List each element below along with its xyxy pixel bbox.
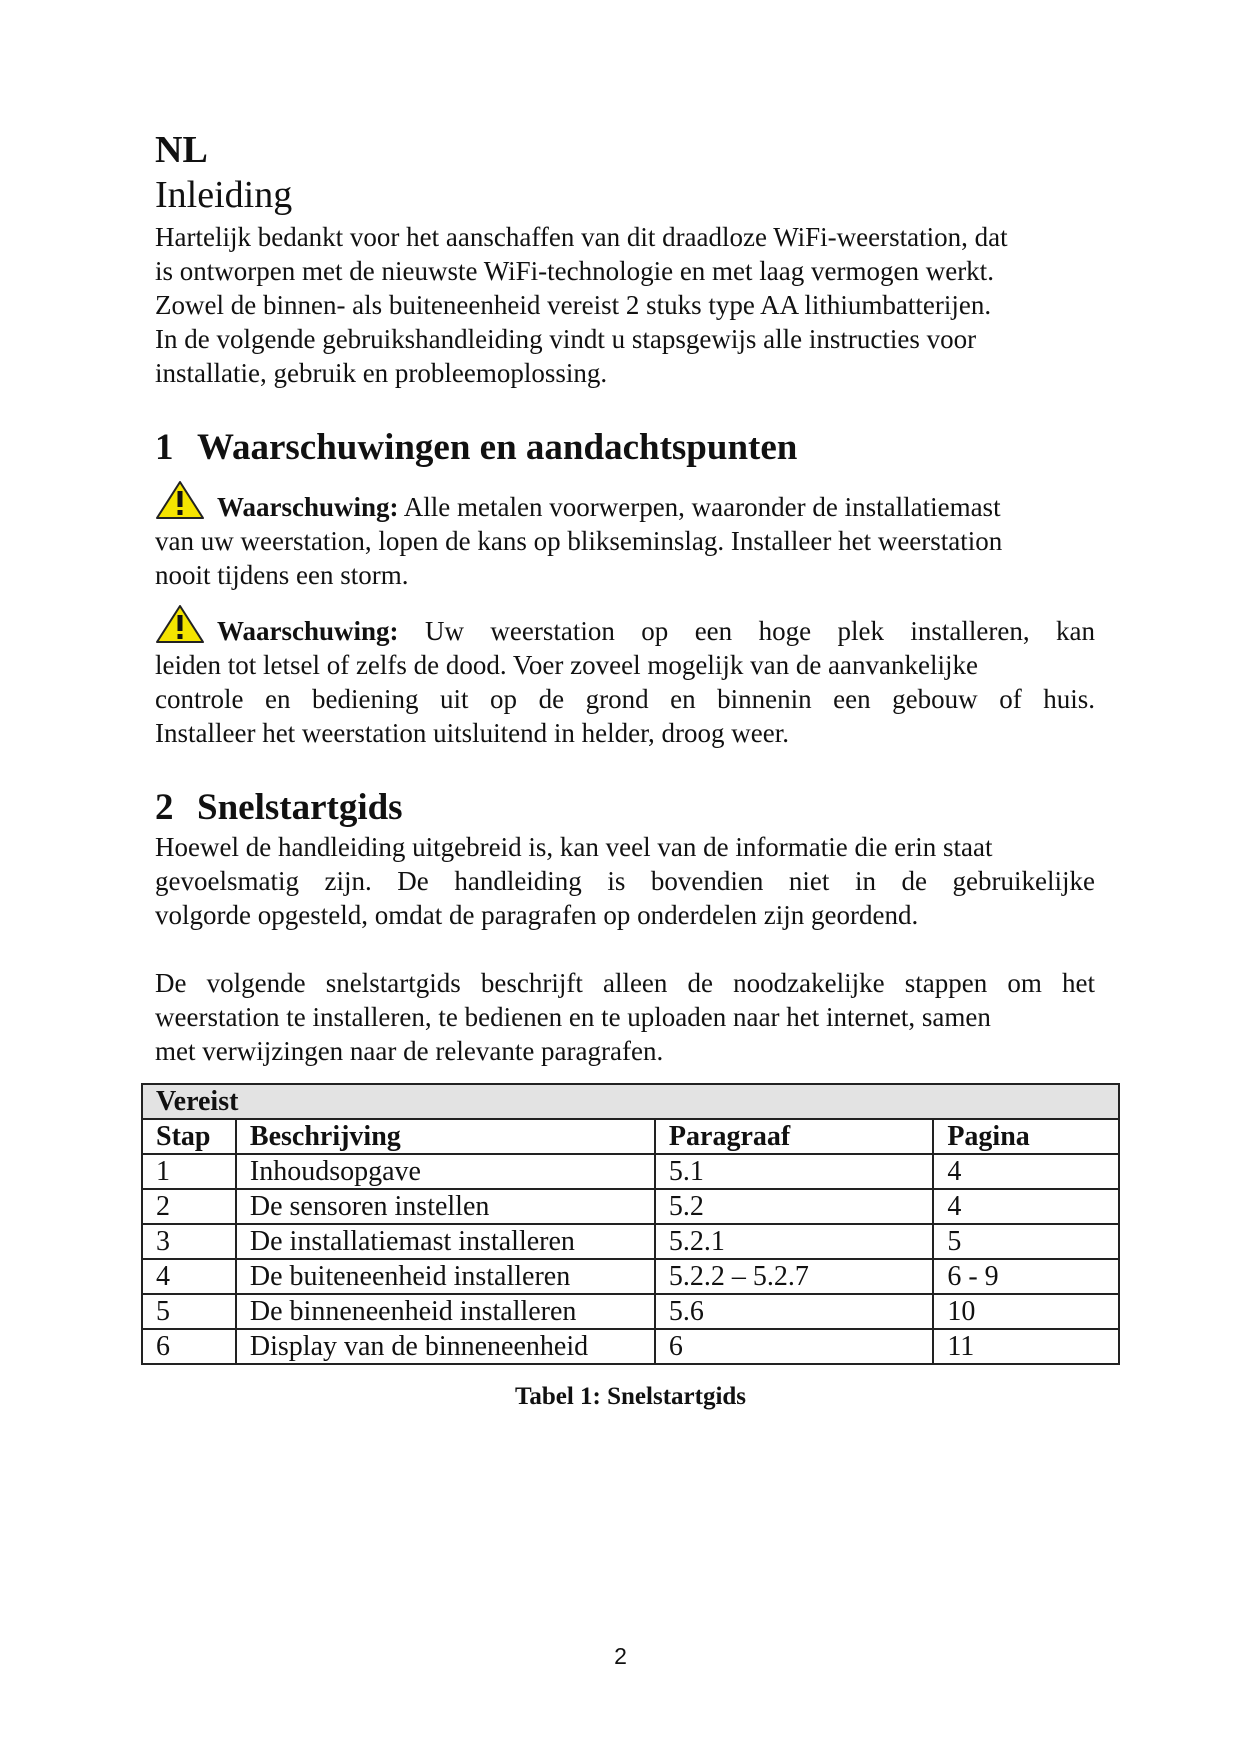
table-cell: De installatiemast installeren bbox=[236, 1224, 655, 1259]
warning-2-first-line: Uw weerstation op een hoge plek installeren, kan bbox=[424, 616, 1096, 646]
table-cell: 5.2.1 bbox=[655, 1224, 933, 1259]
table-cell: 10 bbox=[933, 1294, 1119, 1329]
section-2-line: volgorde opgesteld, omdat de paragrafen op onderdelen zijn geordend. bbox=[155, 900, 919, 930]
section-2-title: Snelstartgids bbox=[197, 787, 403, 828]
table-cell: 6 bbox=[142, 1329, 236, 1364]
section-2-line: met verwijzingen naar de relevante paragrafen. bbox=[155, 1036, 664, 1066]
table-cell: De buiteneenheid installeren bbox=[236, 1259, 655, 1294]
warning-1-line: nooit tijdens een storm. bbox=[155, 560, 409, 590]
column-header: Stap bbox=[142, 1119, 236, 1154]
table-row bbox=[142, 1189, 1119, 1224]
table-caption: Tabel 1: Snelstartgids bbox=[514, 1383, 747, 1410]
warning-2 bbox=[155, 604, 1095, 750]
table-cell: 11 bbox=[933, 1329, 1119, 1364]
language-code: NL bbox=[155, 129, 208, 171]
table-header-row bbox=[142, 1119, 1119, 1154]
column-header: Beschrijving bbox=[236, 1119, 655, 1154]
section-1-title: Waarschuwingen en aandachtspunten bbox=[197, 427, 798, 468]
intro-line: installatie, gebruik en probleemoplossing. bbox=[155, 358, 608, 388]
section-2-line: De volgende snelstartgids beschrijft alleen de noodzakelijke stappen om het bbox=[155, 968, 1095, 998]
intro-line: Zowel de binnen- als buiteneenheid vereist 2 stuks type AA lithiumbatterijen. bbox=[155, 290, 992, 320]
warning-1-first-line: Alle metalen voorwerpen, waaronder de installatiemast bbox=[403, 492, 1001, 522]
table-cell: De binneneenheid installeren bbox=[236, 1294, 655, 1329]
warning-1-line: van uw weerstation, lopen de kans op blikseminslag. Installeer het weerstation bbox=[155, 526, 1003, 556]
warning-1 bbox=[155, 480, 1095, 592]
table-row bbox=[142, 1154, 1119, 1189]
table-row bbox=[142, 1329, 1119, 1364]
section-1-number: 1 bbox=[155, 427, 174, 468]
table-group-header-row bbox=[142, 1084, 1119, 1119]
quickstart-table bbox=[141, 1083, 1120, 1365]
table-cell: 2 bbox=[142, 1189, 236, 1224]
table-cell: 5.2 bbox=[655, 1189, 933, 1224]
warning-2-label: Waarschuwing: bbox=[217, 616, 399, 646]
section-2-number: 2 bbox=[155, 787, 174, 828]
section-1-heading bbox=[155, 426, 1095, 470]
section-2-heading bbox=[155, 786, 1095, 830]
table-cell: 3 bbox=[142, 1224, 236, 1259]
warning-2-line: controle en bediening uit op de grond en binnenin een gebouw of huis. bbox=[155, 684, 1095, 714]
table-cell: 5.1 bbox=[655, 1154, 933, 1189]
warning-1-label: Waarschuwing: bbox=[217, 492, 399, 522]
table-cell: Inhoudsopgave bbox=[236, 1154, 655, 1189]
table-cell: 1 bbox=[142, 1154, 236, 1189]
table-cell: De sensoren instellen bbox=[236, 1189, 655, 1224]
warning-triangle-icon bbox=[155, 480, 205, 520]
intro-line: Hartelijk bedankt voor het aanschaffen van dit draadloze WiFi-weerstation, dat bbox=[155, 222, 1008, 252]
table-cell: 6 bbox=[655, 1329, 933, 1364]
table-row bbox=[142, 1224, 1119, 1259]
table-row bbox=[142, 1294, 1119, 1329]
section-2-line: gevoelsmatig zijn. De handleiding is bovendien niet in de gebruikelijke bbox=[155, 866, 1095, 896]
intro-line: In de volgende gebruikshandleiding vindt u stapsgewijs alle instructies voor bbox=[155, 324, 977, 354]
warning-triangle-icon bbox=[155, 604, 205, 644]
section-2-paragraph-2 bbox=[155, 966, 1095, 1068]
table-cell: 6 - 9 bbox=[933, 1259, 1119, 1294]
table-cell: 5.6 bbox=[655, 1294, 933, 1329]
table-group-header: Vereist bbox=[142, 1084, 1119, 1119]
table-cell: 4 bbox=[933, 1189, 1119, 1224]
document-page bbox=[155, 128, 1095, 1068]
section-2-line: weerstation te installeren, te bedienen en te uploaden naar het internet, samen bbox=[155, 1002, 991, 1032]
warning-2-line: leiden tot letsel of zelfs de dood. Voer zoveel mogelijk van de aanvankelijke bbox=[155, 650, 978, 680]
table-cell: 4 bbox=[142, 1259, 236, 1294]
intro-paragraph bbox=[155, 220, 1095, 390]
page-number: 2 bbox=[614, 1643, 627, 1669]
intro-title: Inleiding bbox=[155, 174, 293, 216]
table-row bbox=[142, 1259, 1119, 1294]
section-2-line: Hoewel de handleiding uitgebreid is, kan veel van de informatie die erin staat bbox=[155, 832, 993, 862]
warning-2-line: Installeer het weerstation uitsluitend in helder, droog weer. bbox=[155, 718, 789, 748]
table-cell: 5 bbox=[142, 1294, 236, 1329]
column-header: Pagina bbox=[933, 1119, 1119, 1154]
table-cell: 5 bbox=[933, 1224, 1119, 1259]
intro-line: is ontworpen met de nieuwste WiFi-technologie en met laag vermogen werkt. bbox=[155, 256, 994, 286]
table-cell: 5.2.2 – 5.2.7 bbox=[655, 1259, 933, 1294]
section-2-paragraph-1 bbox=[155, 830, 1095, 932]
table-cell: 4 bbox=[933, 1154, 1119, 1189]
table-cell: Display van de binneneenheid bbox=[236, 1329, 655, 1364]
column-header: Paragraaf bbox=[655, 1119, 933, 1154]
